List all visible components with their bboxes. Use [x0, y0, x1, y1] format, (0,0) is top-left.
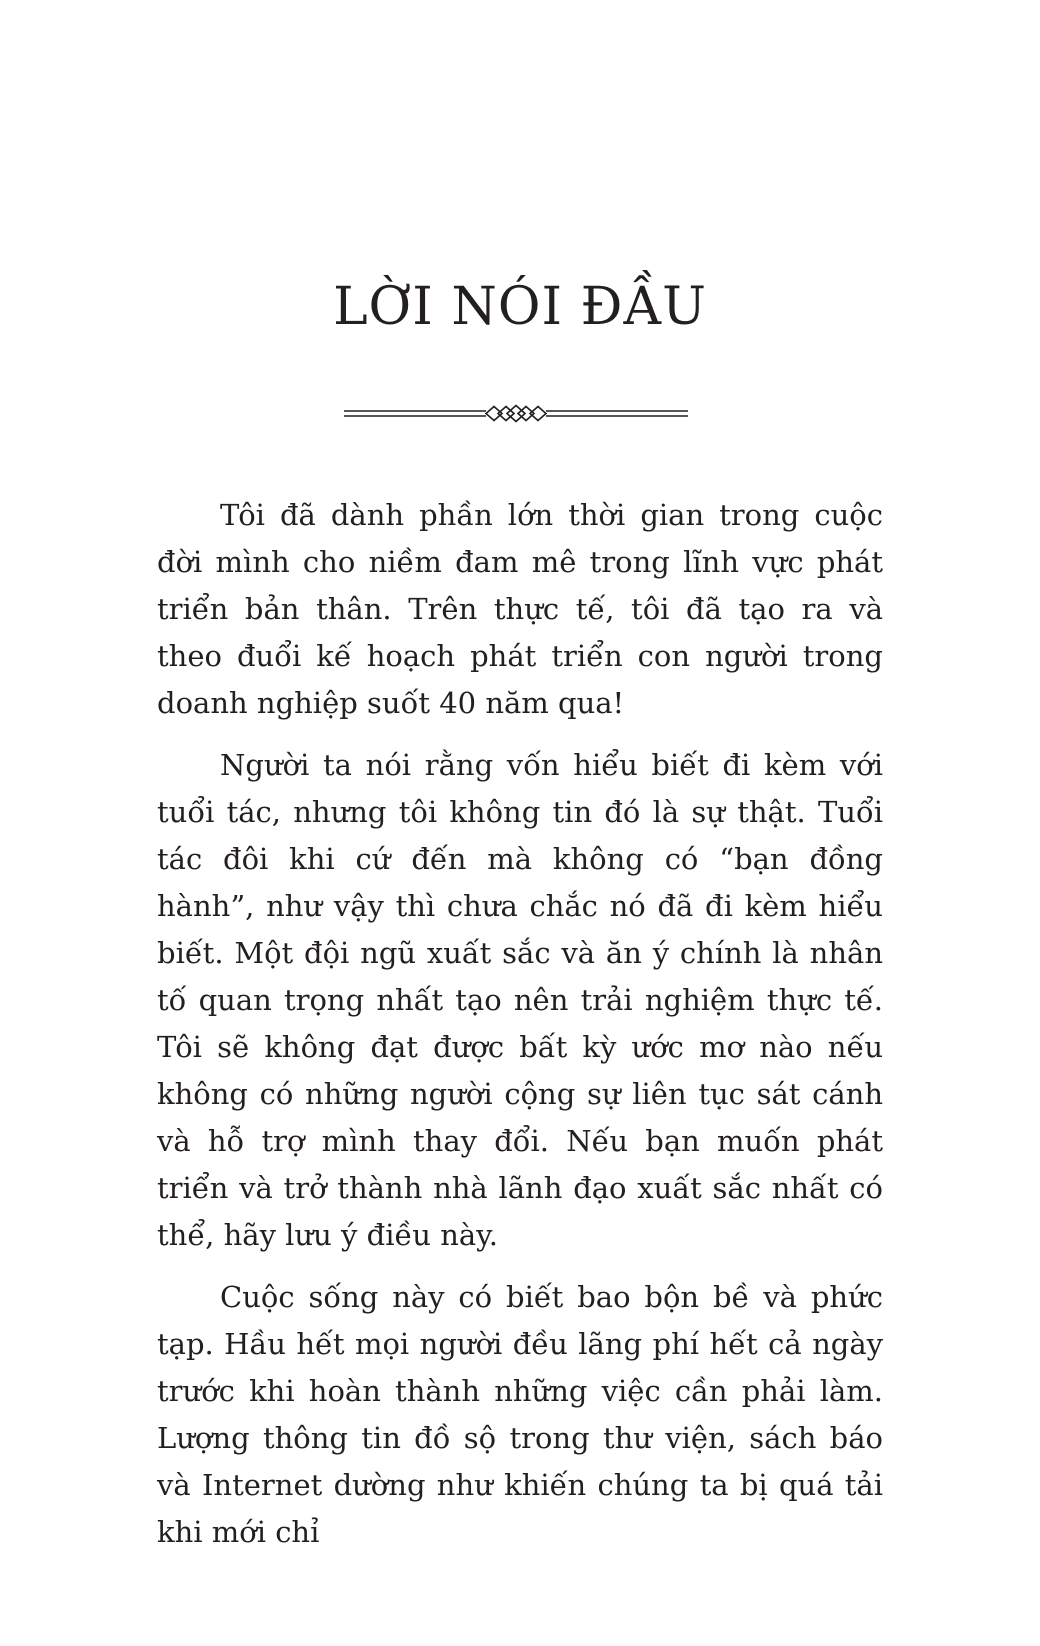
paragraph-1: Tôi đã dành phần lớn thời gian trong cuộc đời mình cho niềm đam mê trong lĩnh vực phát triển bản thân. Trên thực tế, tôi đã tạo ra và theo đuổi kế hoạch phát triển con người trong doanh nghiệp suốt 40 năm qua! — [157, 498, 883, 720]
paragraph-3: Cuộc sống này có biết bao bộn bề và phức tạp. Hầu hết mọi người đều lãng phí hết cả ngày trước khi hoàn thành những việc cần phải làm. Lượng thông tin đồ sộ trong thư viện, sách báo và Internet dường như khiến chúng ta bị quá tải khi mới chỉ — [157, 1280, 883, 1549]
paragraph-2: Người ta nói rằng vốn hiểu biết đi kèm với tuổi tác, nhưng tôi không tin đó là sự thật. Tuổi tác đôi khi cứ đến mà không có “bạn đồng hành”, như vậy thì chưa chắc nó đã đi kèm hiểu biết. Một đội ngũ xuất sắc và ăn ý chính là nhân tố quan trọng nhất tạo nên trải nghiệm thực tế. Tôi sẽ không đạt được bất kỳ ước mơ nào nếu không có những người cộng sự liên tục sát cánh và hỗ trợ mình thay đổi. Nếu bạn muốn phát triển và trở thành nhà lãnh đạo xuất sắc nhất có thể, hãy lưu ý điều này. — [157, 748, 883, 1252]
double-rule-diamond-ornament-icon — [344, 402, 688, 426]
body-text — [157, 492, 883, 1571]
chapter-title: LỜI NÓI ĐẦU — [333, 277, 707, 337]
